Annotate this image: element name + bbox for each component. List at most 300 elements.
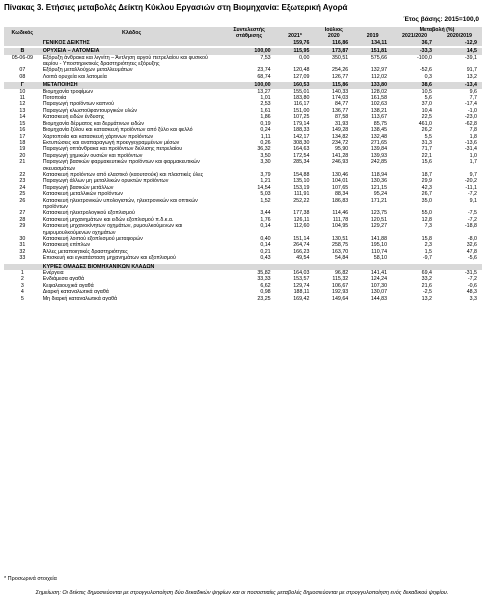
change-2020-2019-cell: -7,2	[467, 276, 477, 283]
weight-cell: 1,61	[260, 107, 271, 114]
change-2021-2020-cell: 1,5	[424, 248, 432, 255]
code-cell: B	[4, 48, 41, 54]
value-2020-cell: 136,77	[332, 107, 349, 114]
value-2021-cell: 160,53	[276, 82, 315, 88]
change-2021-2020-cell: 2,3	[424, 242, 432, 249]
sector-cell: Κατασκευή μηχανοκίνητων οχημάτων, ρυμουλκούμενων και ημιρυμουλκούμενων οχημάτων	[42, 223, 183, 236]
change-2021-2020-cell: 69,4	[421, 270, 432, 277]
change-2021-2020-cell: 10,4	[421, 107, 432, 114]
value-2019-cell: 161,58	[370, 95, 388, 102]
value-2019-cell: 132,97	[370, 67, 388, 74]
value-2021-cell: 127,09	[293, 73, 310, 80]
change-2020-2019-cell: -7,2	[467, 191, 477, 198]
change-2021-2020-cell: 13,2	[421, 295, 432, 302]
change-2021-2020-cell: 18,7	[421, 171, 432, 178]
sector-cell: Παραγωγή χημικών ουσιών και προϊόντων	[42, 152, 143, 159]
value-2020-cell: 130,51	[332, 236, 349, 242]
value-2021-cell: 169,42	[293, 295, 310, 302]
change-2020-2019-cell: -62,8	[464, 120, 477, 127]
value-2021-cell: 164,63	[293, 146, 310, 153]
value-2019-cell: 138,45	[370, 127, 388, 134]
sector-cell: Παραγωγή βασικών φαρμακευτικών προϊόντων και φαρμακευτικών σκευασμάτων	[42, 159, 200, 172]
value-2019-cell: 123,75	[370, 210, 388, 217]
change-2020-2019-cell: -0,6	[467, 282, 477, 289]
change-2021-2020-cell: 55,0	[421, 210, 432, 217]
value-2021-cell: 129,74	[293, 282, 310, 289]
change-2020-2019-cell: 9,6	[469, 88, 477, 95]
change-2020-2019-cell: -18,8	[464, 223, 477, 230]
value-2020-cell: 186,83	[332, 197, 349, 204]
value-2019-cell: 85,75	[373, 120, 388, 127]
weight-cell: 6,62	[260, 282, 271, 289]
weight-cell: 33,33	[257, 276, 271, 283]
change-2021-2020-cell: -9,7	[422, 255, 432, 262]
code-cell: 13	[19, 107, 26, 114]
change-2020-2019-cell: -13,4	[437, 82, 482, 88]
value-2020-cell: 114,46	[332, 210, 349, 217]
weight-cell: 7,53	[260, 54, 271, 61]
code-cell: 3	[20, 282, 24, 289]
code-cell: 5	[20, 295, 24, 302]
sector-cell: ΓΕΝΙΚΟΣ ΔΕΙΚΤΗΣ	[41, 40, 223, 46]
value-2021-cell: 188,33	[293, 127, 310, 134]
value-2021-cell: 115,95	[276, 48, 315, 54]
value-2021-cell: 188,11	[293, 289, 310, 296]
sector-cell: Διαρκή καταναλωτικά αγαθά	[42, 289, 109, 296]
value-2020-cell: 350,51	[332, 54, 349, 61]
change-2021-2020-cell: 5,5	[424, 133, 432, 140]
value-2020-cell: 130,46	[332, 171, 349, 178]
weight-cell: 1,52	[260, 197, 271, 204]
value-2021-cell: 177,38	[293, 210, 310, 217]
value-2021-cell: 151,00	[293, 107, 310, 114]
value-2020-cell: 149,64	[332, 295, 349, 302]
value-2020-cell: 246,93	[332, 159, 349, 166]
weight-cell: 0,14	[260, 242, 271, 249]
change-2020-2019-cell: 7,7	[469, 95, 477, 102]
change-2020-2019-cell: -7,2	[467, 216, 477, 223]
change-2021-2020-cell: 37,0	[421, 101, 432, 108]
weight-cell: 1,76	[260, 216, 271, 223]
header-july: Ιούλιος	[276, 27, 392, 33]
weight-cell: 36,32	[257, 146, 271, 153]
code-cell: 1	[20, 270, 24, 277]
change-2020-2019-cell: -17,4	[464, 101, 477, 108]
code-cell: 21	[19, 159, 26, 166]
weight-cell: 100,00	[223, 48, 276, 54]
value-2020-cell: 104,01	[332, 178, 349, 185]
value-2021-cell: 308,30	[293, 139, 310, 146]
change-2021-2020-cell: 15,6	[421, 159, 432, 166]
code-cell: 27	[19, 210, 26, 217]
weight-cell: 0,24	[260, 127, 271, 134]
sector-cell: Ποτοποιία	[42, 95, 67, 102]
turnover-table	[4, 27, 482, 302]
value-2019-cell: 134,11	[353, 40, 392, 46]
value-2021-cell: 107,25	[293, 114, 310, 121]
table-row	[4, 198, 482, 211]
value-2021-cell: 172,54	[293, 152, 310, 159]
value-2019-cell: 139,84	[370, 146, 388, 153]
value-2020-cell: 111,78	[332, 216, 349, 223]
table-row	[4, 296, 482, 302]
change-2021-2020-cell: 15,8	[421, 236, 432, 242]
sector-cell: Ενέργεια	[42, 270, 64, 277]
weight-cell: 0,40	[260, 236, 271, 242]
weight-cell: 0,14	[260, 223, 271, 230]
value-2019-cell: 151,81	[353, 48, 392, 54]
sector-cell: Κατασκευή προϊόντων από ελαστικό (καουτσούκ) και πλαστικές ύλες	[42, 171, 204, 178]
code-cell: 30	[19, 236, 26, 242]
value-2019-cell: 130,36	[370, 178, 388, 185]
sector-cell: Λοιπά ορυχεία και λατομεία	[42, 73, 107, 80]
code-cell: 17	[19, 133, 26, 140]
change-2020-2019-cell: 1,7	[469, 159, 477, 166]
header-2019: 2019	[353, 33, 392, 39]
sector-cell: Κατασκευή επίπλων	[42, 242, 91, 249]
change-2020-2019-cell: 14,5	[437, 48, 482, 54]
value-2019-cell: 95,24	[373, 191, 388, 198]
weight-cell: 68,74	[257, 73, 271, 80]
sector-cell: Κεφαλαιουχικά αγαθά	[42, 282, 94, 289]
code-cell: 22	[19, 171, 26, 178]
value-2019-cell: 120,51	[370, 216, 388, 223]
value-2021-cell: 155,01	[293, 88, 310, 95]
header-2021: 2021*	[276, 33, 315, 39]
provisional-note: * Προσωρινά στοιχεία	[4, 576, 57, 582]
value-2021-cell: 135,10	[293, 178, 310, 185]
value-2019-cell: 242,85	[370, 159, 388, 166]
value-2020-cell: 192,93	[332, 289, 349, 296]
change-2020-2019-cell: -7,5	[467, 210, 477, 217]
code-cell: 25	[19, 191, 26, 198]
value-2020-cell: 141,28	[332, 152, 349, 159]
weight-cell: 2,53	[260, 101, 271, 108]
change-2020-2019-cell: -20,2	[464, 178, 477, 185]
change-2021-2020-cell: 22,5	[421, 114, 432, 121]
sector-cell: ΚΥΡΙΕΣ ΟΜΑΔΕΣ ΒΙΟΜΗΧΑΝΙΚΩΝ ΚΛΑΔΩΝ	[41, 264, 223, 270]
weight-cell: 0,21	[260, 248, 271, 255]
value-2019-cell: 138,21	[370, 107, 388, 114]
value-2020-cell: 116,86	[314, 40, 353, 46]
change-2020-2019-cell: 1,8	[469, 133, 477, 140]
value-2019-cell: 130,07	[370, 289, 388, 296]
weight-cell: 13,27	[257, 88, 271, 95]
code-cell: 33	[19, 255, 26, 262]
change-2021-2020-cell: -100,0	[416, 54, 432, 61]
sector-cell: Παραγωγή κλωστοϋφαντουργικών υλών	[42, 107, 137, 114]
value-2020-cell: 126,77	[332, 73, 349, 80]
sector-cell: Παραγωγή προϊόντων καπνού	[42, 101, 115, 108]
value-2021-cell: 154,88	[293, 171, 310, 178]
code-cell: 19	[19, 146, 26, 153]
change-2021-2020-cell: 21,6	[421, 282, 432, 289]
value-2020-cell: 163,70	[332, 248, 349, 255]
value-2020-cell: 115,86	[314, 82, 353, 88]
value-2021-cell: 166,23	[293, 248, 310, 255]
sector-cell: Κατασκευή ηλεκτρολογικού εξοπλισμού	[42, 210, 135, 217]
change-2020-2019-cell: -1,0	[467, 107, 477, 114]
sector-cell: Άλλες μεταποιητικές δραστηριότητες	[42, 248, 128, 255]
value-2020-cell: 95,90	[334, 146, 349, 153]
value-2021-cell: 285,34	[293, 159, 310, 166]
value-2020-cell: 173,87	[314, 48, 353, 54]
value-2019-cell: 102,63	[370, 101, 388, 108]
code-cell: 28	[19, 216, 26, 223]
value-2021-cell: 126,11	[293, 216, 310, 223]
value-2019-cell: 144,83	[370, 295, 388, 302]
value-2021-cell: 142,17	[293, 133, 310, 140]
table-row	[4, 55, 482, 68]
code-cell: 26	[19, 197, 26, 204]
change-2021-2020-cell: -52,6	[419, 67, 432, 74]
sector-cell: Βιομηχανία δέρματος και δερμάτινων ειδών	[42, 120, 145, 127]
change-2021-2020-cell: 461,0	[418, 120, 432, 127]
sector-cell: Κατασκευή μηχανημάτων και ειδών εξοπλισμού π.δ.κ.α.	[42, 216, 174, 223]
value-2021-cell: 116,17	[293, 101, 310, 108]
change-2020-2019-cell: 1,0	[469, 152, 477, 159]
value-2021-cell: 179,14	[293, 120, 310, 127]
value-2020-cell: 258,75	[332, 242, 349, 249]
sector-cell: Βιομηχανία τροφίμων	[42, 88, 93, 95]
code-cell: 08	[19, 73, 26, 80]
value-2019-cell: 139,93	[370, 152, 388, 159]
change-2021-2020-cell: 38,6	[392, 82, 437, 88]
value-2020-cell: 96,82	[334, 270, 349, 277]
code-cell: Γ	[4, 82, 41, 88]
value-2021-cell: 111,91	[294, 191, 310, 198]
code-cell: 31	[19, 242, 26, 249]
change-2021-2020-cell: 10,5	[421, 88, 432, 95]
value-2021-cell: 159,76	[276, 40, 315, 46]
sector-cell: Εξόρυξη άνθρακα και λιγνίτη – Άντληση αργού πετρελαίου και φυσικού αερίου - Υποστηρικτικές δραστηριότητες εξόρυξης	[42, 54, 208, 68]
weight-cell: 5,03	[260, 191, 271, 198]
sector-cell: Μη διαρκή καταναλωτικά αγαθά	[42, 295, 118, 302]
weight-cell: 0,43	[260, 255, 271, 262]
value-2019-cell: 141,41	[370, 270, 388, 277]
value-2021-cell: 151,14	[293, 236, 310, 242]
change-2021-2020-cell: 0,3	[424, 73, 432, 80]
change-2021-2020-cell: 31,3	[421, 139, 432, 146]
code-cell: 32	[19, 248, 26, 255]
weight-cell: 3,79	[260, 171, 271, 178]
sector-cell: ΟΡΥΧΕΙΑ – ΛΑΤΟΜΕΙΑ	[41, 48, 223, 54]
change-2020-2019-cell: 7,8	[469, 127, 477, 134]
value-2020-cell: 140,33	[332, 88, 349, 95]
value-2020-cell: 31,93	[334, 120, 349, 127]
value-2019-cell: 58,10	[373, 255, 388, 262]
change-2021-2020-cell: 26,7	[421, 191, 432, 198]
value-2019-cell: 271,65	[370, 139, 388, 146]
change-2021-2020-cell: 71,7	[421, 146, 432, 153]
change-2021-2020-cell: 22,1	[421, 152, 432, 159]
change-2020-2019-cell: -39,1	[464, 54, 477, 61]
value-2020-cell: 84,77	[334, 101, 349, 108]
change-2020-2019-cell: 47,8	[466, 248, 477, 255]
change-2020-2019-cell: -23,0	[464, 114, 477, 121]
code-cell: 23	[19, 178, 26, 185]
weight-cell: 1,01	[260, 95, 271, 102]
footnote: Σημείωση: Οι δείκτες δημοσιεύονται με στρογγυλοποίηση δύο δεκαδικών ψηφίων και οι ποσοστιαίες μεταβολές δημοσιεύονται με στρογγυλοποίηση ενός δεκαδικού ψηφίου.	[35, 590, 449, 596]
value-2020-cell: 87,58	[334, 114, 349, 121]
code-cell: 10	[19, 88, 26, 95]
sector-cell: Εκτυπώσεις και αναπαραγωγή προεγγεγραμμένων μέσων	[42, 139, 180, 146]
weight-cell: 0,98	[260, 289, 271, 296]
value-2019-cell: 113,67	[371, 114, 388, 121]
code-cell: 24	[19, 184, 26, 191]
value-2021-cell: 153,57	[293, 276, 310, 283]
weight-cell: 1,21	[260, 178, 271, 185]
change-2021-2020-cell: 42,3	[421, 184, 432, 191]
weight-cell: 35,82	[257, 270, 271, 277]
value-2019-cell: 575,66	[370, 54, 388, 61]
value-2021-cell: 183,80	[293, 95, 310, 102]
change-2020-2019-cell: 91,7	[466, 67, 477, 74]
change-2021-2020-cell: 33,2	[421, 276, 432, 283]
sector-cell: Ενδιάμεσα αγαθά	[42, 276, 85, 283]
header-weight: Συντελεστής στάθμισης	[223, 27, 276, 40]
value-2020-cell: 107,65	[332, 184, 349, 191]
change-2021-2020-cell: -2,5	[422, 289, 432, 296]
value-2019-cell: 141,88	[370, 236, 388, 242]
weight-cell: 1,86	[260, 114, 271, 121]
change-2020-2019-cell: 3,3	[469, 295, 477, 302]
value-2021-cell: 153,19	[293, 184, 310, 191]
value-2019-cell: 107,30	[370, 282, 388, 289]
table-row	[4, 223, 482, 236]
sector-cell: Εξόρυξη μεταλλούχων μεταλλευμάτων	[42, 67, 133, 74]
header-sectors: Κλάδος	[41, 27, 223, 40]
sector-cell: Χαρτοποιία και κατασκευή χάρτινων προϊόντων	[42, 133, 154, 140]
sector-cell: ΜΕΤΑΠΟΙΗΣΗ	[41, 82, 223, 88]
change-2021-2020-cell: -33,3	[392, 48, 437, 54]
change-2021-2020-cell: 29,9	[421, 178, 432, 185]
value-2020-cell: 254,26	[332, 67, 349, 74]
table-row	[4, 159, 482, 172]
weight-cell: 23,74	[257, 67, 271, 74]
change-2020-2019-cell: 32,6	[466, 242, 477, 249]
header-change: Μεταβολή (%)	[392, 27, 482, 33]
value-2019-cell: 112,02	[371, 73, 388, 80]
change-2021-2020-cell: 26,2	[421, 127, 432, 134]
change-2020-2019-cell: -5,6	[467, 255, 477, 262]
change-2021-2020-cell: 35,0	[421, 197, 432, 204]
table-title: Πίνακας 3. Ετήσιες μεταβολές Δείκτη Κύκλου Εργασιών στη Βιομηχανία: Εξωτερική Αγορά	[4, 3, 348, 12]
sector-cell: Επισκευή και εγκατάσταση μηχανημάτων και εξοπλισμού	[42, 255, 176, 262]
sector-cell: Βιομηχανία ξύλου και κατασκευή προϊόντων από ξύλο και φελλό	[42, 127, 193, 134]
value-2019-cell: 129,27	[370, 223, 388, 230]
weight-cell: 0,26	[260, 139, 271, 146]
code-cell: 16	[19, 127, 26, 134]
change-2020-2019-cell: -8,0	[467, 236, 477, 242]
weight-cell: 3,50	[260, 152, 271, 159]
sector-cell: Παραγωγή οπτάνθρακα και προϊόντων διύλισης πετρελαίου	[42, 146, 183, 153]
change-2020-2019-cell: 13,2	[466, 73, 477, 80]
header-2021-2020: 2021/2020	[392, 33, 437, 39]
header-code: Κωδικός	[4, 27, 41, 40]
code-cell: 07	[19, 67, 26, 74]
value-2020-cell: 88,34	[334, 191, 349, 198]
weight-cell: 0,19	[260, 120, 271, 127]
value-2021-cell: 49,54	[296, 255, 310, 262]
change-2021-2020-cell: 5,6	[424, 95, 432, 102]
value-2021-cell: 252,22	[293, 197, 310, 204]
value-2019-cell: 195,10	[370, 242, 388, 249]
value-2019-cell: 133,80	[353, 82, 392, 88]
change-2020-2019-cell: 48,3	[466, 289, 477, 296]
change-2021-2020-cell: 36,7	[392, 40, 437, 46]
value-2020-cell: 234,72	[332, 139, 349, 146]
code-cell: 11	[19, 95, 26, 102]
change-2020-2019-cell: -31,4	[464, 146, 477, 153]
value-2019-cell: 128,02	[370, 88, 388, 95]
value-2020-cell: 104,95	[332, 223, 349, 230]
change-2021-2020-cell: 7,3	[424, 223, 432, 230]
code-cell: 12	[19, 101, 26, 108]
change-2020-2019-cell: 9,7	[469, 171, 477, 178]
value-2020-cell: 54,84	[334, 255, 349, 262]
value-2020-cell: 149,28	[332, 127, 349, 134]
code-cell: 2	[20, 276, 24, 283]
value-2021-cell: 120,48	[293, 67, 310, 74]
value-2019-cell: 132,48	[370, 133, 388, 140]
weight-cell: 3,30	[260, 159, 271, 166]
value-2019-cell: 110,74	[371, 248, 388, 255]
code-cell: 29	[19, 223, 26, 230]
code-cell: 15	[19, 120, 26, 127]
code-cell: 14	[19, 114, 26, 121]
value-2019-cell: 171,21	[370, 197, 388, 204]
change-2021-2020-cell: 12,8	[421, 216, 432, 223]
weight-cell: 100,00	[223, 82, 276, 88]
value-2019-cell: 124,24	[370, 276, 388, 283]
weight-cell: 3,44	[260, 210, 271, 217]
value-2019-cell: 118,94	[371, 171, 388, 178]
value-2021-cell: 0,00	[299, 54, 310, 61]
code-cell: 4	[20, 289, 24, 296]
code-cell: 05-06-09	[11, 54, 33, 61]
value-2020-cell: 106,67	[332, 282, 349, 289]
sector-cell: Κατασκευή ηλεκτρονικών υπολογιστών, ηλεκτρονικών και οπτικών προϊόντων	[42, 197, 198, 210]
change-2020-2019-cell: -31,5	[464, 270, 477, 277]
sector-cell: Κατασκευή μεταλλικών προϊόντων	[42, 191, 123, 198]
value-2021-cell: 112,60	[293, 223, 310, 230]
weight-cell: 23,25	[257, 295, 271, 302]
sector-cell: Κατασκευή λοιπού εξοπλισμού μεταφορών	[42, 236, 143, 242]
weight-cell: 14,54	[257, 184, 271, 191]
value-2020-cell: 134,82	[332, 133, 349, 140]
code-cell: 20	[19, 152, 26, 159]
sector-cell: Κατασκευή ειδών ένδυσης	[42, 114, 105, 121]
change-2020-2019-cell: -12,9	[437, 40, 482, 46]
value-2021-cell: 164,03	[293, 270, 310, 277]
sector-cell: Παραγωγή βασικών μετάλλων	[42, 184, 114, 191]
value-2020-cell: 174,03	[332, 95, 349, 102]
sector-cell: Παραγωγή άλλων μη μεταλλικών ορυκτών προϊόντων	[42, 178, 169, 185]
table-body	[4, 40, 482, 302]
code-cell: 18	[19, 139, 26, 146]
header-2020-2019: 2020/2019	[437, 33, 482, 39]
value-2021-cell: 264,74	[293, 242, 310, 249]
header-2020: 2020	[314, 33, 353, 39]
change-2020-2019-cell: -13,6	[464, 139, 477, 146]
base-year-label: Έτος βάσης: 2015=100,0	[403, 16, 479, 23]
value-2019-cell: 121,15	[370, 184, 388, 191]
change-2020-2019-cell: -11,1	[465, 184, 477, 191]
change-2020-2019-cell: 9,1	[469, 197, 477, 204]
value-2020-cell: 115,32	[332, 276, 349, 283]
weight-cell: 1,11	[260, 133, 271, 140]
